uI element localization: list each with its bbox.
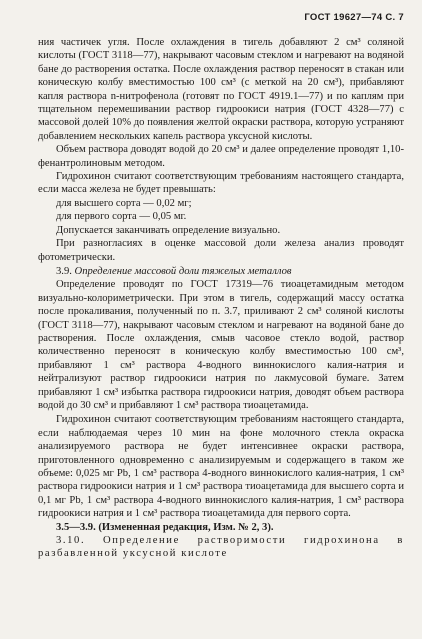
section-heading-3-10	[38, 534, 404, 561]
paragraph-iron-requirement: Гидрохинон считают соответствующим требованиям настоящего стандарта, если масса железа не будет превышать:	[38, 171, 404, 196]
paragraph-heavy-metals-method: Определение проводят по ГОСТ 17319—76 тиоацетамидным методом визуально-колориметрически. При этом в тигель, содержащий массу остатка после прокаливания, полученный по п. 3.7, приливают 2 см³ соляной кислоты (ГОСТ 3118—77), накрывают часовым стеклом и нагревают на водяной бане до растворения. После охлаждения, смыв часовое стекло водой, раствор количественно переносят в коническую колбу вместимостью 100 см³, прибавляют 1 см³ раствора 4-водного виннокислого калия-натрия и нейтрализуют раствор гидроокиси натрия по лакмусовой бумаге. Затем прибавляют 1 см³ избытка раствора гидроокиси натрия, доводят объем раствора водой до 30 см³ и прибавляют 1 см³ раствора тиоацетамида.	[38, 279, 404, 411]
iron-limit-first-grade: для первого сорта — 0,05 мг.	[56, 211, 187, 223]
section-number: 3.9.	[56, 265, 72, 277]
running-header: ГОСТ 19627—74 С. 7	[304, 12, 404, 23]
paragraph-photometric: При разногласиях в оценке массовой доли железа анализ проводят фотометрически.	[38, 238, 404, 263]
section-title: Определение массовой доли тяжелых металлов	[74, 265, 292, 277]
paragraph-iron-preparation: ния частичек угля. После охлаждения в тигель добавляют 2 см³ соляной кислоты (ГОСТ 3118—77), накрывают часовым стеклом и нагревают на водяной бане до растворения остатка. После охлаждения раствор переносят в стакан или коническую колбу вместимостью 100 см³ (с меткой на 20 см³), прибавляют капля раствора n-нитрофенола (готовят по ГОСТ 4919.1—77) и по каплям при тщательном перемешивании раствор гидроокиси натрия (ГОСТ 4328—77) с массовой долей 10% до появления желтой окраски раствора, которую устраняют добавлением нескольких капель раствора уксусной кислоты.	[38, 37, 404, 142]
paragraph-volume: Объем раствора доводят водой до 20 см³ и далее определение проводят 1,10-фенантролиновым методом.	[38, 144, 404, 169]
paragraph-visual: Допускается заканчивать определение визуально.	[56, 224, 281, 236]
section-heading-3-9	[38, 265, 404, 278]
paragraph-heavy-metals-requirement: Гидрохинон считают соответствующим требованиям настоящего стандарта, если наблюдаемая через 10 мин на фоне молочного стекла окраска анализируемого раствора не будет интенсивнее окраски раствора, приготовленного одновременно с анализируемым и содержащего в таком же объеме: 0,025 мг Pb, 1 см³ раствора 4-водного виннокислого калия-натрия, 1 см³ раствора гидроокиси натрия и 1 см³ раствора тиоацетамида для высшего сорта и 0,1 мг Pb, 1 см³ раствора 4-водного виннокислого калия-натрия, 1 см³ раствора гидроокиси натрия и 1 см³ раствора тиоацетамида для первого сорта.	[38, 414, 404, 520]
amendment-note: 3.5—3.9. (Измененная редакция, Изм. № 2, 3).	[56, 521, 274, 533]
section-title: Определение растворимости гидрохинона в разбавленной уксусной кислоте	[38, 535, 405, 560]
iron-limit-highest-grade: для высшего сорта — 0,02 мг;	[56, 197, 192, 209]
section-number: 3.10.	[56, 535, 86, 547]
document-body	[38, 36, 404, 561]
